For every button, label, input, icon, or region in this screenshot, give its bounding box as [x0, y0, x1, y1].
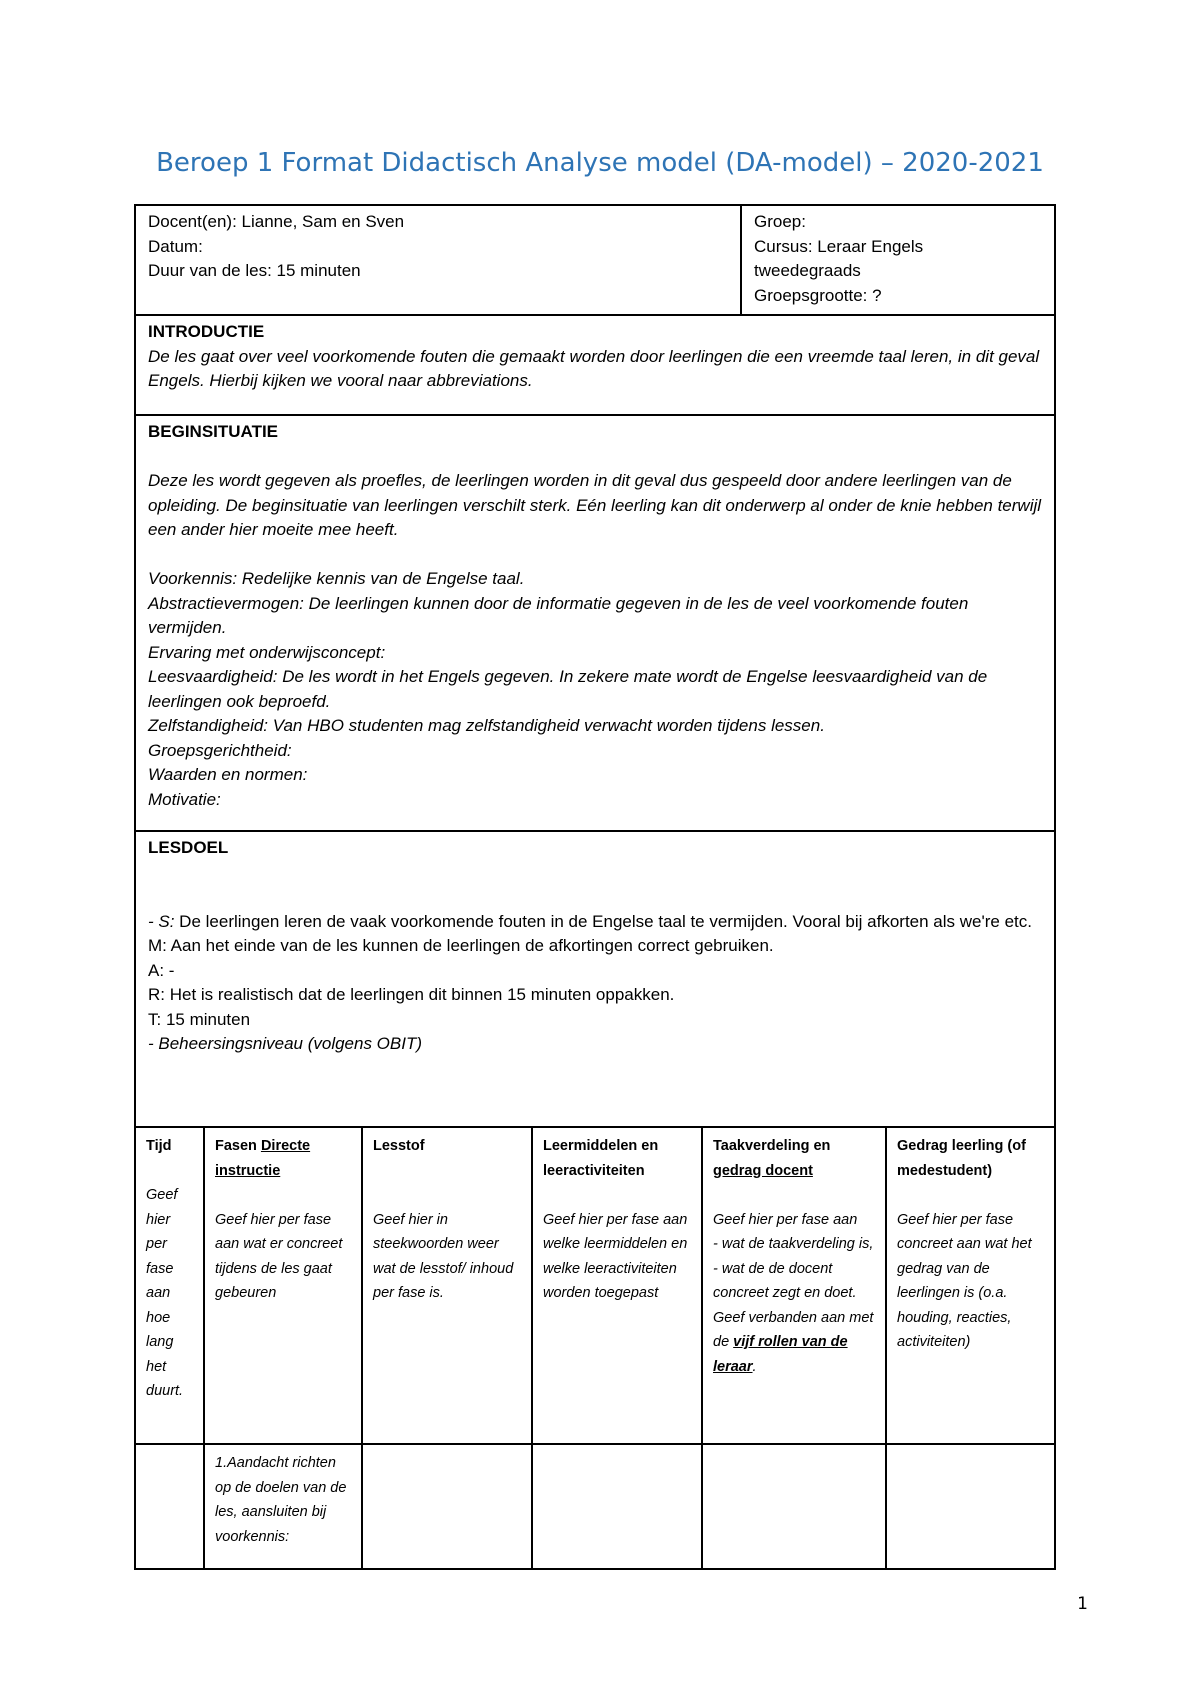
tijd-heading: Tijd [146, 1138, 172, 1154]
fases-header-row [136, 1128, 1056, 1444]
lesstof-heading: Lesstof [373, 1138, 425, 1154]
gedrag-leerling-column [886, 1128, 1056, 1444]
lesdoel-cell [135, 831, 1055, 1127]
fase-1-leermiddelen [532, 1444, 702, 1568]
lesstof-column [362, 1128, 532, 1444]
fases-table [136, 1128, 1056, 1568]
gedrag-leerling-desc: Geef hier per fase concreet aan wat het gedrag van de leerlingen is (o.a. houding, reacties, activiteiten) [897, 1211, 1032, 1350]
taakverdeling-column [702, 1128, 886, 1444]
header-row [135, 205, 1055, 315]
introductie-heading: INTRODUCTIE [148, 322, 265, 341]
fases-cell [135, 1127, 1055, 1569]
da-model-table [134, 204, 1056, 1570]
lesdoel-r: R: Het is realistisch dat de leerlingen dit binnen 15 minuten oppakken. [148, 985, 675, 1004]
lesstof-desc: Geef hier in steekwoorden weer wat de lesstof/ inhoud per fase is. [373, 1211, 514, 1301]
taakverdeling-link-end: . [752, 1358, 757, 1375]
fasen-column [204, 1128, 362, 1444]
docenten-line: Docent(en): Lianne, Sam en Sven [148, 212, 405, 231]
cursus-line: Cursus: Leraar Engels [754, 236, 924, 256]
beginsituatie-row [135, 415, 1055, 831]
beginsituatie-heading: BEGINSITUATIE [148, 422, 279, 441]
header-right-cell [741, 205, 1055, 315]
lesdoel-s-text: De leerlingen leren de vaak voorkomende fouten in de Engelse taal te vermijden. Vooral bij afkorten als we're etc. [174, 911, 1032, 931]
taakverdeling-desc-4-text: Geef verbanden aan met de [713, 1309, 874, 1350]
beginsituatie-intro: Deze les wordt gegeven als proefles, de leerlingen worden in dit geval dus gespeeld door andere leerlingen van de opleiding. De beginsituatie van leerlingen verschilt sterk. Eén leerling kan dit onderwerp al onder de knie hebben terwijl een ander hier moeite mee heeft. [148, 471, 1042, 539]
leermiddelen-desc: Geef hier per fase aan welke leermiddelen en welke leeractiviteiten worden toegepast [543, 1211, 688, 1301]
header-left-cell [135, 205, 741, 315]
leesvaardigheid-item: Leesvaardigheid: De les wordt in het Engels gegeven. In zekere mate wordt de Engelse leesvaardigheid van de leerlingen ook beproefd. [148, 667, 988, 711]
fase-1-lesstof [362, 1444, 532, 1568]
introductie-row [135, 315, 1055, 415]
fasen-desc: Geef hier per fase aan wat er concreet tijdens de les gaat gebeuren [215, 1211, 343, 1301]
fase-1-text: 1.Aandacht richten op de doelen van de les, aansluiten bij voorkennis: [215, 1455, 347, 1545]
lesdoel-beheersing: - Beheersingsniveau (volgens OBIT) [148, 1034, 423, 1053]
vijf-rollen-link[interactable]: vijf rollen van de leraar [713, 1334, 848, 1375]
ervaring-item: Ervaring met onderwijsconcept: [148, 642, 386, 662]
fase-1-taakverdeling [702, 1444, 886, 1568]
fase-1-tijd [136, 1444, 204, 1568]
gedrag-leerling-heading: Gedrag leerling (of medestudent) [897, 1138, 1026, 1179]
tijd-desc: Geef hier per fase aan hoe lang het duurt. [146, 1187, 184, 1399]
fase-1-gedrag [886, 1444, 1056, 1568]
fasen-heading-line2: instructie [215, 1162, 281, 1179]
fasen-heading [215, 1134, 353, 1159]
tijd-column [136, 1128, 204, 1444]
groepsgerichtheid-item: Groepsgerichtheid: [148, 740, 292, 760]
fasen-heading-underlined: Directe [260, 1138, 311, 1154]
fase-1-row [136, 1444, 1056, 1568]
taakverdeling-desc-2: - wat de taakverdeling is, [713, 1236, 874, 1252]
fasen-heading-plain: Fasen [215, 1138, 261, 1154]
leermiddelen-column [532, 1128, 702, 1444]
taakverdeling-heading-plain: Taakverdeling en [713, 1138, 831, 1154]
document-title: Beroep 1 Format Didactisch Analyse model (DA-model) – 2020-2021 [156, 148, 1044, 178]
introductie-cell [135, 315, 1055, 415]
beginsituatie-cell [135, 415, 1055, 831]
groep-line: Groep: [754, 212, 806, 231]
taakverdeling-desc-4 [713, 1306, 877, 1380]
motivatie-item: Motivatie: [148, 789, 221, 809]
lesdoel-a: A: - [148, 960, 175, 980]
lesdoel-t: T: 15 minuten [148, 1009, 251, 1029]
lesdoel-m: M: Aan het einde van de les kunnen de leerlingen de afkortingen correct gebruiken. [148, 936, 774, 955]
page-number: 1 [1077, 1594, 1088, 1614]
voorkennis-item: Voorkennis: Redelijke kennis van de Engelse taal. [148, 569, 525, 588]
datum-line: Datum: [148, 236, 203, 256]
groepsgrootte-line: Groepsgrootte: ? [754, 285, 882, 305]
taakverdeling-desc-3: - wat de de docent concreet zegt en doet. [713, 1260, 857, 1301]
abstractievermogen-item: Abstractievermogen: De leerlingen kunnen door de informatie gegeven in de les de veel voorkomende fouten vermijden. [148, 593, 969, 637]
fases-row [135, 1127, 1055, 1569]
waarden-normen-item: Waarden en normen: [148, 765, 308, 784]
taakverdeling-desc-1: Geef hier per fase aan [713, 1211, 858, 1228]
lesdoel-heading: LESDOEL [148, 838, 229, 857]
lesdoel-row [135, 831, 1055, 1127]
lesdoel-s [148, 910, 1042, 935]
introductie-text: De les gaat over veel voorkomende fouten die gemaakt worden door leerlingen die een vreemde taal leren, in dit geval Engels. Hierbij kijken we vooral naar abbreviations. [148, 346, 1040, 390]
zelfstandigheid-item: Zelfstandigheid: Van HBO studenten mag zelfstandigheid verwacht worden tijdens lessen. [148, 716, 825, 735]
taakverdeling-heading-underlined: gedrag docent [713, 1162, 813, 1179]
leermiddelen-heading: Leermiddelen en leeractiviteiten [543, 1138, 659, 1179]
fase-1-fasen [204, 1444, 362, 1568]
duur-line: Duur van de les: 15 minuten [148, 261, 361, 280]
lesdoel-s-prefix: - S: [148, 911, 175, 931]
cursus-line-2: tweedegraads [754, 261, 861, 280]
